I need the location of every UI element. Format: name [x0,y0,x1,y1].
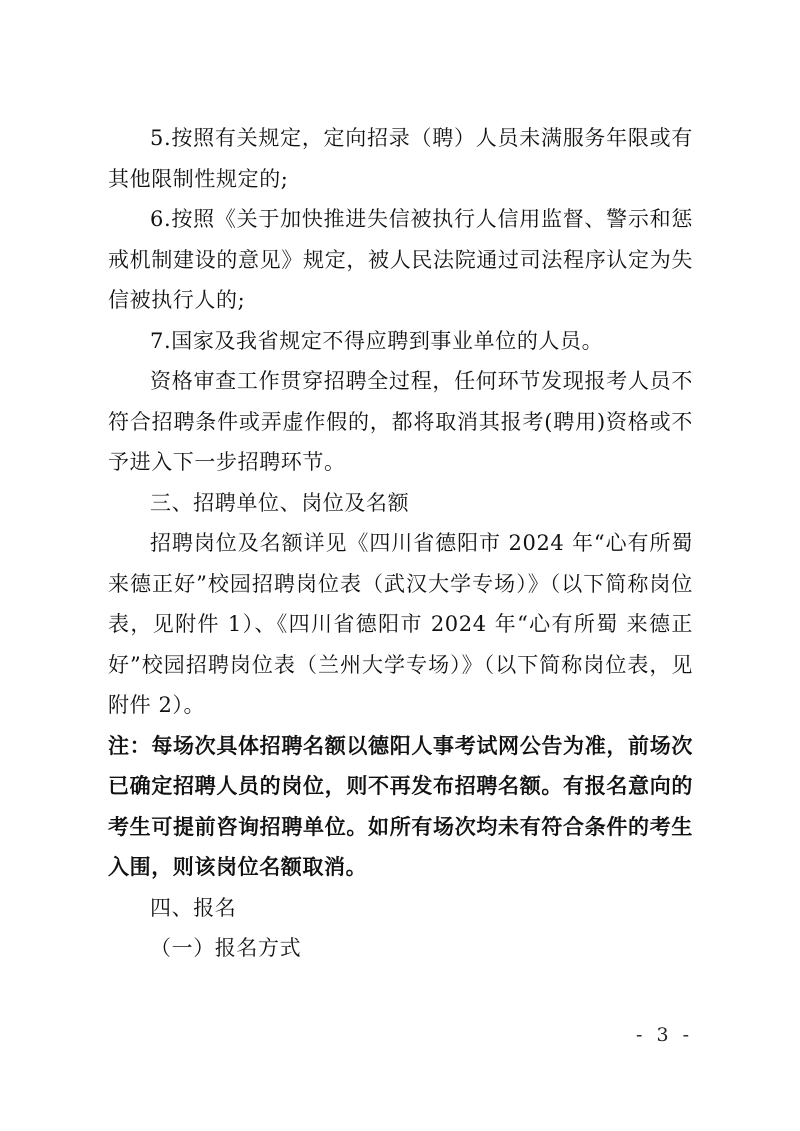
note-paragraph: 注：每场次具体招聘名额以德阳人事考试网公告为准，前场次已确定招聘人员的岗位，则不再发布招聘名额。有报名意向的考生可提前咨询招聘单位。如所有场次均未有符合条件的考生入围，则该岗位名额取消。 [108,733,693,879]
document-body [108,118,693,969]
subsection-heading-registration-method: （一）报名方式 [150,936,302,960]
paragraph-item-5: 5.按照有关规定，定向招录（聘）人员未满服务年限或有其他限制性规定的; [108,126,693,191]
section-3-body: 招聘岗位及名额详见《四川省德阳市 2024 年“心有所蜀 来德正好”校园招聘岗位表（武汉大学专场）》（以下简称岗位表，见附件 1）、《四川省德阳市 2024 年“心有所蜀 来德正好”校园招聘岗位表（兰州大学专场）》（以下简称岗位表，见附件 2）。 [108,531,693,717]
section-heading-3: 三、招聘单位、岗位及名额 [150,490,410,515]
page-number: - 3 - [636,1024,694,1046]
paragraph-qualification-review: 资格审查工作贯穿招聘全过程，任何环节发现报考人员不符合招聘条件或弄虚作假的，都将取消其报考(聘用)资格或不予进入下一步招聘环节。 [108,369,693,474]
paragraph-item-7: 7.国家及我省规定不得应聘到事业单位的人员。 [150,328,604,353]
paragraph-item-6: 6.按照《关于加快推进失信被执行人信用监督、警示和惩戒机制建设的意见》规定，被人民法院通过司法程序认定为失信被执行人的; [108,207,693,312]
section-heading-4: 四、报名 [150,895,237,920]
